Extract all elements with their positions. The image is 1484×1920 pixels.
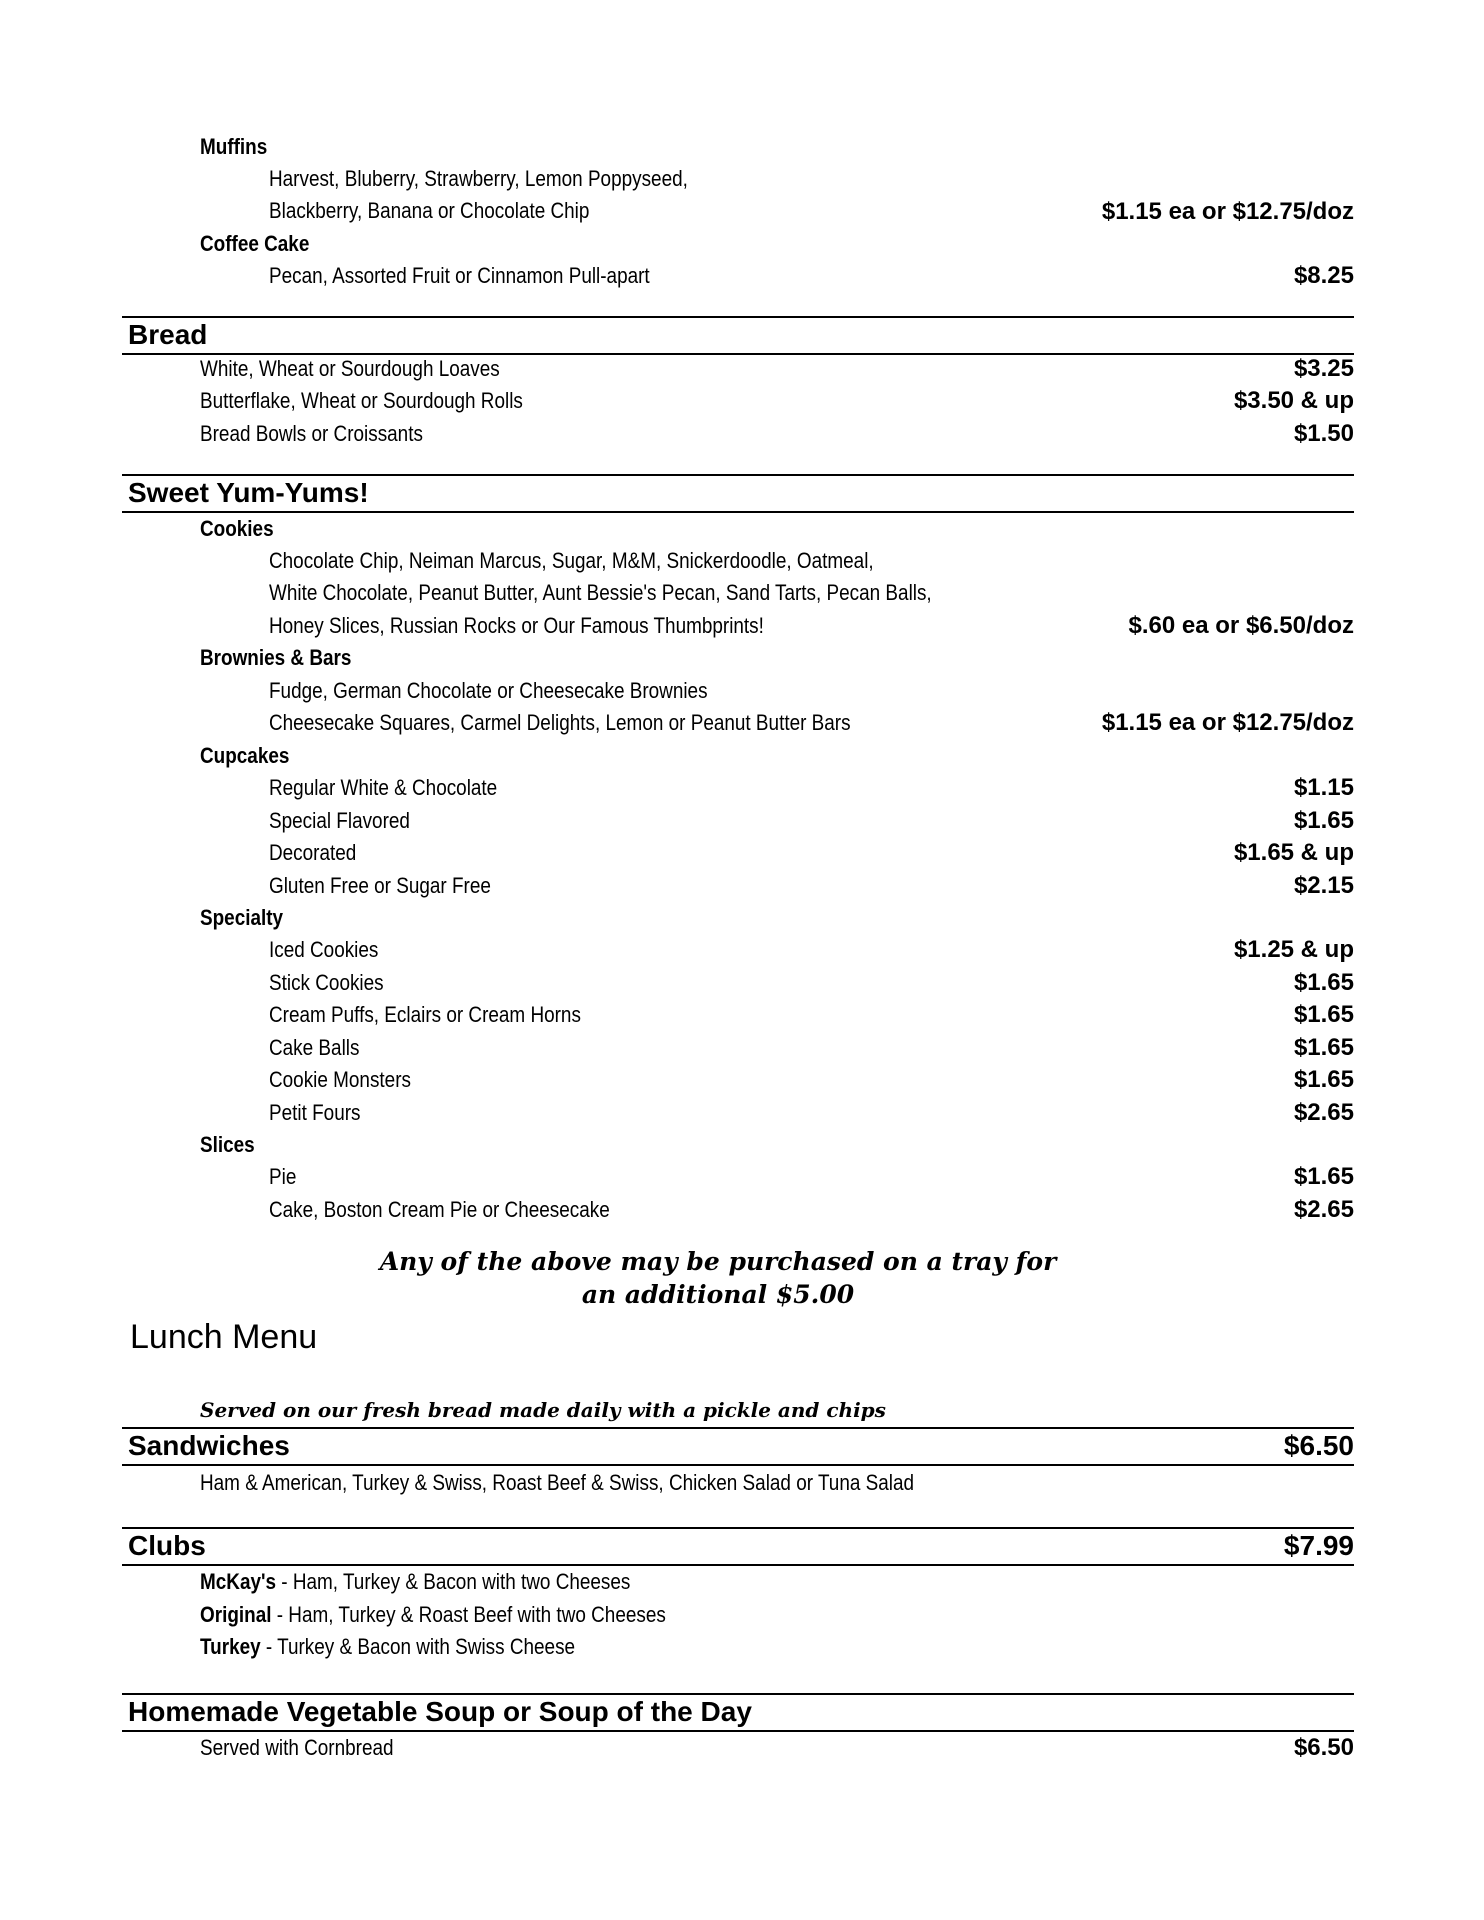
slice-item-price: $2.65 [1293,1196,1354,1223]
soup-line: Served with Cornbread [200,1735,394,1760]
tray-note-line-2: an additional $5.00 [581,1280,855,1309]
tray-note-line-1: Any of the above may be purchased on a tray for [379,1247,1057,1276]
cupcake-item-price: $2.15 [1293,872,1354,899]
cookies-line-1: Chocolate Chip, Neiman Marcus, Sugar, M&M, Snickerdoodle, Oatmeal, [269,548,874,573]
specialty-item-price: $1.65 [1293,1034,1354,1061]
cupcake-item: Gluten Free or Sugar Free [269,873,491,898]
club-item [200,1636,575,1658]
specialty-item: Stick Cookies [269,970,384,995]
cupcake-item-price: $1.15 [1293,774,1354,801]
cupcake-item-price: $1.65 [1293,807,1354,834]
slice-item-price: $1.65 [1293,1163,1354,1190]
specialty-item: Iced Cookies [269,937,379,962]
sweets-bottom-rule [122,511,1354,513]
sandwiches-price: $6.50 [1283,1430,1354,1461]
club-item-desc: - Turkey & Bacon with Swiss Cheese [260,1634,576,1659]
coffee-cake-heading: Coffee Cake [200,231,310,256]
cupcakes-heading: Cupcakes [200,743,290,768]
specialty-item-price: $1.65 [1293,1066,1354,1093]
club-item [200,1571,630,1593]
specialty-item-price: $1.65 [1293,1001,1354,1028]
club-item [200,1604,666,1626]
cupcake-item: Special Flavored [269,808,410,833]
clubs-price: $7.99 [1283,1530,1354,1561]
slices-heading: Slices [200,1132,255,1157]
sweets-heading: Sweet Yum-Yums! [128,477,369,508]
cookies-price: $.60 ea or $6.50/doz [1128,612,1354,639]
muffins-line-1: Harvest, Bluberry, Strawberry, Lemon Poppyseed, [269,166,688,191]
club-item-desc: - Ham, Turkey & Roast Beef with two Cheeses [271,1602,666,1627]
bread-heading: Bread [128,319,208,350]
specialty-item: Petit Fours [269,1100,361,1125]
bread-item-price: $3.50 & up [1233,387,1354,414]
bread-item: Butterflake, Wheat or Sourdough Rolls [200,388,523,413]
brownies-line-1: Fudge, German Chocolate or Cheesecake Brownies [269,678,708,703]
brownies-heading: Brownies & Bars [200,645,352,670]
soup-bottom-rule [122,1730,1354,1732]
club-item-label: Original [200,1602,272,1627]
bread-item-price: $3.25 [1293,355,1354,382]
cupcake-item: Decorated [269,840,357,865]
served-note: Served on our fresh bread made daily with a pickle and chips [200,1398,886,1422]
brownies-price: $1.15 ea or $12.75/doz [1101,709,1354,736]
soup-heading: Homemade Vegetable Soup or Soup of the Day [128,1696,752,1727]
bread-bottom-rule [122,353,1354,355]
muffins-heading: Muffins [200,134,268,159]
sweets-top-rule [122,474,1354,476]
club-item-desc: - Ham, Turkey & Bacon with two Cheeses [276,1569,631,1594]
sandwiches-top-rule [122,1427,1354,1429]
coffee-cake-price: $8.25 [1293,262,1354,289]
sandwiches-line: Ham & American, Turkey & Swiss, Roast Beef & Swiss, Chicken Salad or Tuna Salad [200,1470,915,1495]
soup-top-rule [122,1693,1354,1695]
lunch-menu-title: Lunch Menu [130,1318,318,1356]
clubs-bottom-rule [122,1564,1354,1566]
specialty-item: Cream Puffs, Eclairs or Cream Horns [269,1002,581,1027]
specialty-heading: Specialty [200,905,284,930]
slice-item: Pie [269,1164,297,1189]
club-item-label: Turkey [200,1634,261,1659]
cookies-line-3: Honey Slices, Russian Rocks or Our Famous Thumbprints! [269,613,764,638]
cookies-line-2: White Chocolate, Peanut Butter, Aunt Bessie's Pecan, Sand Tarts, Pecan Balls, [269,580,932,605]
bread-item: White, Wheat or Sourdough Loaves [200,356,500,381]
brownies-line-2: Cheesecake Squares, Carmel Delights, Lemon or Peanut Butter Bars [269,710,851,735]
muffins-price: $1.15 ea or $12.75/doz [1101,198,1354,225]
bread-top-rule [122,316,1354,318]
specialty-item: Cake Balls [269,1035,360,1060]
sandwiches-bottom-rule [122,1464,1354,1466]
cupcake-item-price: $1.65 & up [1233,839,1354,866]
cupcake-item: Regular White & Chocolate [269,775,498,800]
sandwiches-heading: Sandwiches [128,1430,290,1461]
club-item-label: McKay's [200,1569,277,1594]
specialty-item-price: $2.65 [1293,1099,1354,1126]
specialty-item-price: $1.25 & up [1233,936,1354,963]
bread-item-price: $1.50 [1293,420,1354,447]
specialty-item-price: $1.65 [1293,969,1354,996]
clubs-top-rule [122,1527,1354,1529]
bread-item: Bread Bowls or Croissants [200,421,423,446]
cookies-heading: Cookies [200,516,274,541]
coffee-cake-line: Pecan, Assorted Fruit or Cinnamon Pull-apart [269,263,650,288]
muffins-line-2: Blackberry, Banana or Chocolate Chip [269,198,590,223]
slice-item: Cake, Boston Cream Pie or Cheesecake [269,1197,610,1222]
specialty-item: Cookie Monsters [269,1067,411,1092]
soup-price: $6.50 [1293,1734,1354,1761]
clubs-heading: Clubs [128,1530,206,1561]
